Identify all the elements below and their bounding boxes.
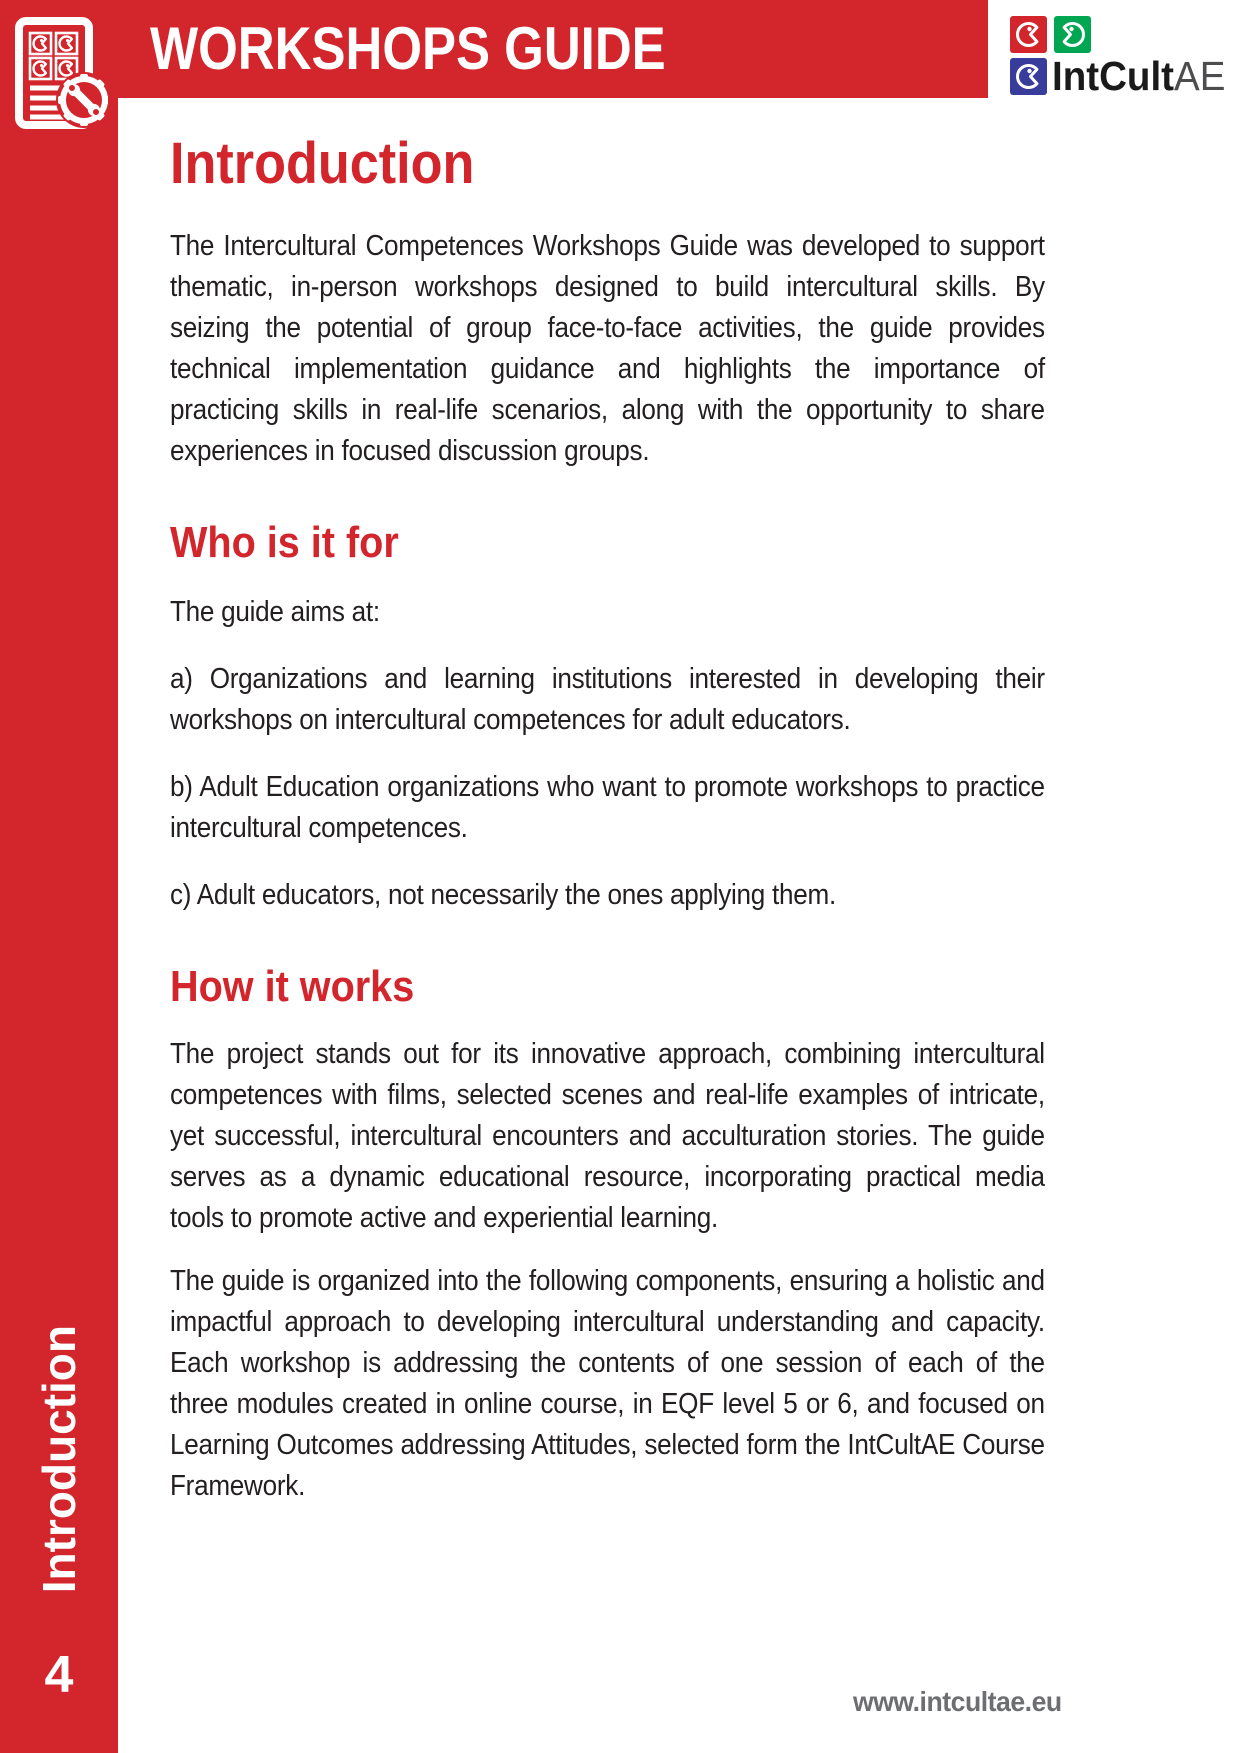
intro-paragraph: The Intercultural Competences Workshops Guide was developed to support thematic, in-person workshops designed to build intercultural skills. By seizing the potential of group face-to-face activities, the guide provides technical implementation guidance and highlights the importance of practicing skills in real-life scenarios, along with the opportunity to share experiences in focused discussion groups. <box>170 230 1045 467</box>
section-title-introduction: Introduction <box>170 131 475 196</box>
sidebar <box>0 0 118 1753</box>
gear-wrench-icon <box>56 72 108 128</box>
audience-item-a: a) Organizations and learning institutions interested in developing their workshops on intercultural competences for adult educators. <box>170 663 1045 736</box>
logo-red-face-icon <box>1010 16 1047 53</box>
sidebar-section-label: Introduction <box>33 1324 85 1593</box>
how-paragraph-2: The guide is organized into the following components, ensuring a holistic and impactful approach to developing intercultural understanding and capacity. Each workshop is addressing the contents of one session of each of the three modules created in online course, in EQF level 5 or 6, and focused on Learning Outcomes addressing Attitudes, selected form the IntCultAE Course Framework. <box>170 1265 1045 1502</box>
logo-green-face-icon <box>1054 16 1091 53</box>
page-number: 4 <box>44 1646 74 1704</box>
main-content <box>170 112 1045 1507</box>
how-paragraph-1: The project stands out for its innovative approach, combining intercultural competences with films, selected scenes and real-life examples of intricate, yet successful, intercultural encounters and acculturation stories. The guide serves as a dynamic educational resource, incorporating practical media tools to promote active and experiential learning. <box>170 1038 1045 1234</box>
page-header-title: WORKSHOPS GUIDE <box>150 15 666 82</box>
heading-who-is-it-for: Who is it for <box>170 518 399 567</box>
audience-item-c: c) Adult educators, not necessarily the ones applying them. <box>170 879 836 911</box>
intcultae-logo <box>1010 16 1226 99</box>
audience-item-b: b) Adult Education organizations who want to promote workshops to practice intercultural competences. <box>170 771 1045 844</box>
logo-blue-face-icon <box>1010 58 1047 95</box>
logo-wordmark: IntCultAE <box>1052 53 1226 99</box>
heading-how-it-works: How it works <box>170 962 415 1011</box>
footer-website-link[interactable]: www.intcultae.eu <box>853 1686 1062 1717</box>
workshop-document-gear-icon <box>14 16 108 139</box>
who-lead-text: The guide aims at: <box>170 596 380 628</box>
